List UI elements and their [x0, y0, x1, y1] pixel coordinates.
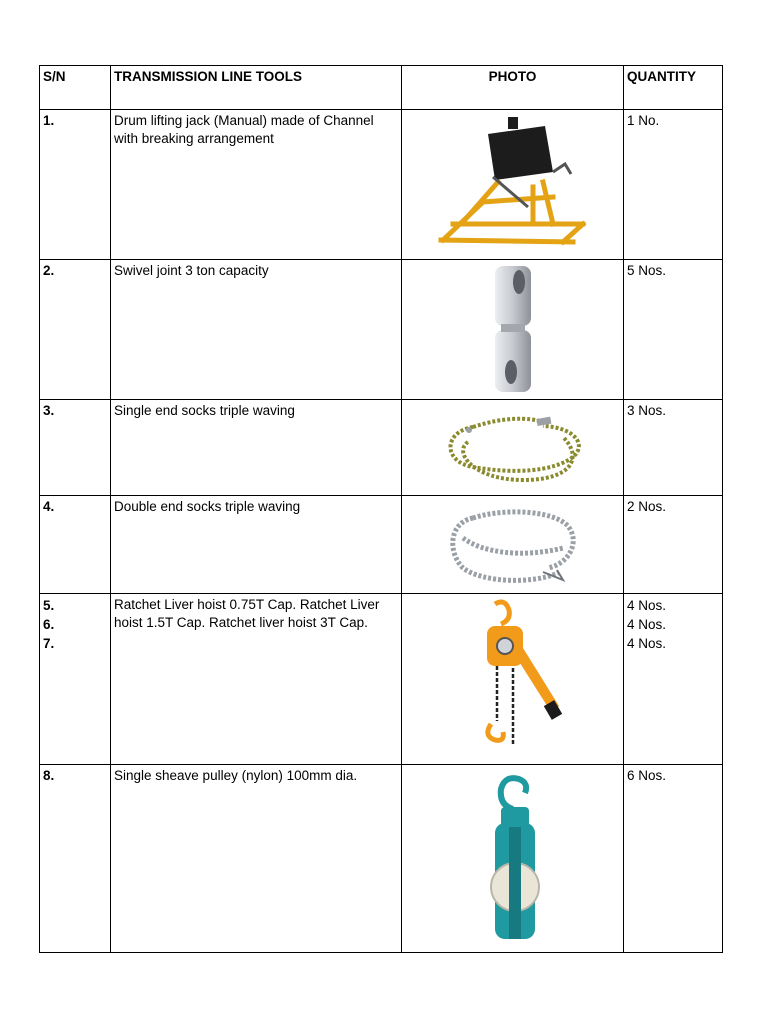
row-photo — [402, 260, 624, 400]
drum-lifting-jack-photo — [433, 112, 593, 252]
row-tool: Single sheave pulley (nylon) 100mm dia. — [111, 765, 402, 953]
sheave-pulley-photo — [473, 767, 553, 947]
row-quantity-item: 4 Nos. — [627, 617, 667, 632]
table-row — [40, 496, 723, 594]
row-sn: 8. — [40, 765, 111, 953]
row-quantity — [624, 594, 723, 765]
row-sn-item: 6. — [43, 617, 55, 632]
row-photo — [402, 110, 624, 260]
single-end-sock-photo — [433, 402, 593, 492]
row-quantity: 2 Nos. — [624, 496, 723, 594]
row-quantity: 5 Nos. — [624, 260, 723, 400]
row-sn: 2. — [40, 260, 111, 400]
row-sn-item: 5. — [43, 598, 55, 613]
row-photo — [402, 594, 624, 765]
table-row — [40, 765, 723, 953]
header-tools: TRANSMISSION LINE TOOLS — [111, 66, 402, 110]
lever-hoist-photo — [463, 596, 563, 756]
row-tool: Single end socks triple waving — [111, 400, 402, 496]
row-quantity: 3 Nos. — [624, 400, 723, 496]
table-row — [40, 400, 723, 496]
row-sn: 4. — [40, 496, 111, 594]
table-row — [40, 110, 723, 260]
row-quantity: 1 No. — [624, 110, 723, 260]
swivel-joint-photo — [483, 262, 543, 396]
table-row — [40, 594, 723, 765]
header-sn: S/N — [40, 66, 111, 110]
row-quantity-item: 4 Nos. — [627, 636, 667, 651]
row-sn: 3. — [40, 400, 111, 496]
row-tool: Swivel joint 3 ton capacity — [111, 260, 402, 400]
row-sn: 1. — [40, 110, 111, 260]
header-photo: PHOTO — [402, 66, 624, 110]
row-tool: Double end socks triple waving — [111, 496, 402, 594]
tools-table — [39, 65, 723, 953]
row-sn-item: 7. — [43, 636, 55, 651]
header-quantity: QUANTITY — [624, 66, 723, 110]
row-tool: Ratchet Liver hoist 0.75T Cap. Ratchet Liver hoist 1.5T Cap. Ratchet liver hoist 3T Cap. — [111, 594, 402, 765]
row-tool: Drum lifting jack (Manual) made of Channel with breaking arrangement — [111, 110, 402, 260]
table-row — [40, 260, 723, 400]
row-photo — [402, 400, 624, 496]
row-photo — [402, 496, 624, 594]
row-sn — [40, 594, 111, 765]
double-end-sock-photo — [443, 498, 583, 590]
header-row — [40, 66, 723, 110]
row-quantity-item: 4 Nos. — [627, 598, 667, 613]
row-photo — [402, 765, 624, 953]
row-quantity: 6 Nos. — [624, 765, 723, 953]
